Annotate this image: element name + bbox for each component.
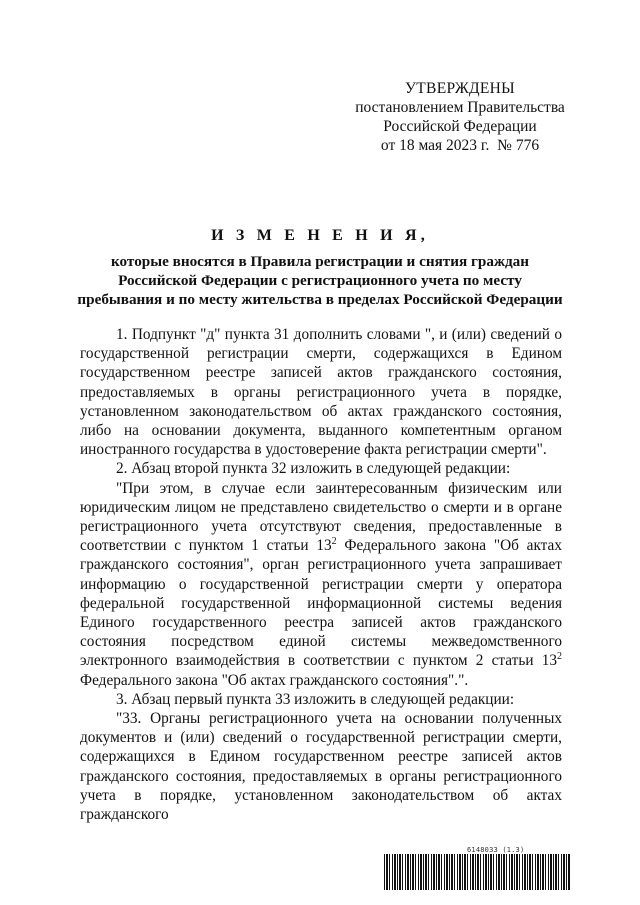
approval-line: постановлением Правительства bbox=[355, 99, 565, 116]
approval-date: от 18 мая 2023 г. № 776 bbox=[380, 137, 540, 154]
barcode-number: 6148033 (1.3) bbox=[467, 846, 525, 854]
superscript: 2 bbox=[557, 651, 562, 663]
paragraph-5: "33. Органы регистрационного учета на основании полученных документов и (или) сведений о государственной регистрации смерти, содержащихся в Едином государственном реестре записей актов гражданского состояния, предоставляемых в органы регистрационного учета в порядке, установленном законодательством об актах гражданского bbox=[80, 710, 562, 824]
heading-subtitle-line: Российской Федерации с регистрационного учета по месту bbox=[118, 272, 522, 289]
heading-subtitle-line: которые вносятся в Правила регистрации и снятия граждан bbox=[110, 253, 530, 270]
document-body bbox=[80, 325, 562, 824]
superscript: 2 bbox=[331, 536, 337, 548]
heading-title: И З М Е Н Е Н И Я, bbox=[211, 227, 429, 244]
paragraph-3 bbox=[80, 479, 562, 690]
heading-subtitle-line: пребывания и по месту жительства в пределах Российской Федерации bbox=[77, 291, 563, 308]
document-heading bbox=[70, 226, 570, 309]
paragraph-1: 1. Подпункт "д" пункта 31 дополнить словами ", и (или) сведений о государственной регистрации смерти, содержащихся в Едином государственном реестре записей актов гражданского состояния, предоставляемых в органы регистрационного учета в порядке, установленном законодательством об актах гражданского состояния, либо на основании документа, выданного компетентным органом иностранного государства в удостоверение факта регистрации смерти". bbox=[80, 326, 562, 459]
paragraph-3-text: Федерального закона "Об актах гражданского состояния".". bbox=[80, 671, 469, 689]
approval-block bbox=[340, 79, 580, 155]
approval-title: УТВЕРЖДЕНЫ bbox=[405, 80, 515, 97]
paragraph-4: 3. Абзац первый пункта 33 изложить в следующей редакции: bbox=[116, 690, 515, 708]
approval-line: Российской Федерации bbox=[383, 118, 537, 135]
paragraph-3-text: Федерального закона "Об актах гражданского состояния", орган регистрационного учета запрашивает информацию о государственной регистрации смерти у оператора федеральной государственной информационной системы ведения Единого государственного реестра записей актов гражданского состояния посредством единой системы межведомственного электронного взаимодействия в соответствии с пунктом 2 статьи 13 bbox=[80, 537, 562, 670]
paragraph-2: 2. Абзац второй пункта 32 изложить в следующей редакции: bbox=[116, 460, 511, 478]
paragraph-3-text: "При этом, в случае если заинтересованным физическим или юридическим лицом не представлено свидетельство о смерти и в органе регистрационного учета отсутствуют сведения, предоставленные в соответствии с пунктом 1 статьи 13 bbox=[80, 479, 562, 555]
barcode-image bbox=[384, 854, 570, 890]
